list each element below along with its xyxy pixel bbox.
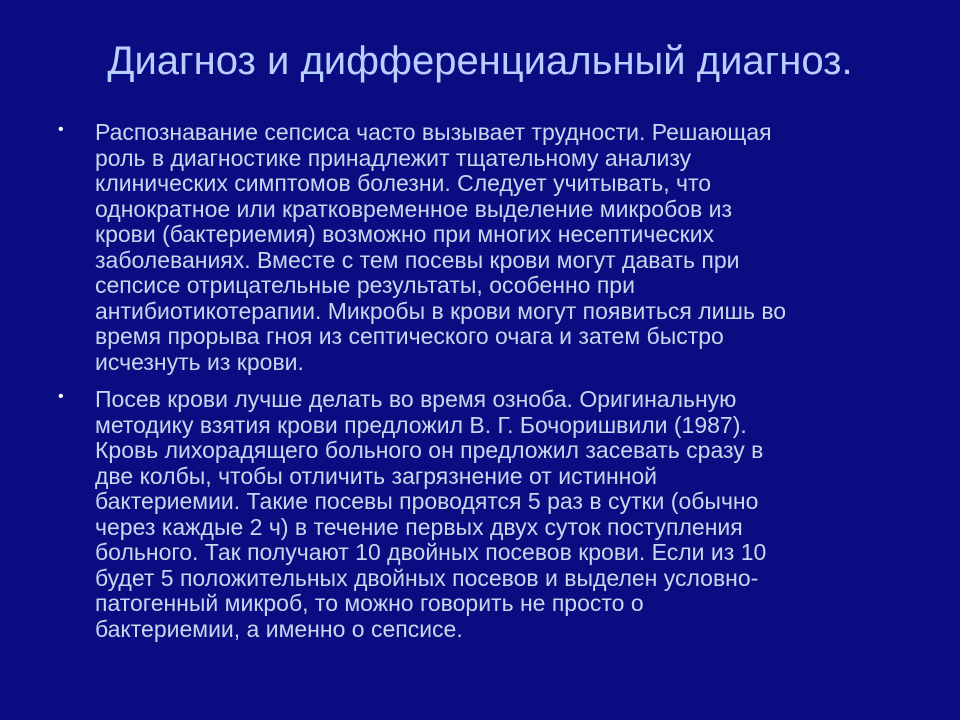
bullet-2-line-1: Посев крови лучше делать во время озноба. Оригинальную (95, 386, 737, 412)
bullet-1-line-8: антибиотикотерапии. Микробы в крови могут появиться лишь во (95, 297, 787, 324)
bullet-1-line-5: крови (бактериемия) возможно при многих несептических (95, 221, 715, 247)
bullet-1-line-6: заболеваниях. Вместе с тем посевы крови могут давать при (95, 246, 740, 273)
bullet-1-line-7: сепсисе отрицательные результаты, особенно при (95, 272, 635, 298)
bullet-icon: • (58, 121, 64, 138)
bullet-1-line-9: время прорыва гноя из септического очага и затем быстро (95, 323, 724, 349)
bullet-1-line-2: роль в диагностике принадлежит тщательному анализу (95, 144, 692, 171)
bullet-1-line-3: клинических симптомов болезни. Следует учитывать, что (95, 170, 712, 196)
bullet-icon: • (58, 388, 64, 405)
bullet-1-line-4: однократное или кратковременное выделение микробов из (95, 195, 733, 222)
bullet-2-line-4: две колбы, чтобы отличить загрязнение от истинной (95, 462, 658, 489)
bullet-1-line-10: исчезнуть из крови. (95, 348, 304, 375)
slide-title: Диагноз и дифференциальный диагноз. (107, 39, 853, 83)
bullet-2-line-2: методику взятия крови предложил В. Г. Бочоришвили (1987). (95, 411, 747, 438)
bullet-2-line-8: будет 5 положительных двойных посевов и выделен условно- (95, 564, 759, 591)
bullet-2-line-9: патогенный микроб, то можно говорить не просто о (95, 590, 644, 616)
bullet-2-line-10: бактериемии, а именно о сепсисе. (95, 615, 463, 642)
bullet-list (58, 120, 938, 654)
bullet-2-line-7: больного. Так получают 10 двойных посевов крови. Если из 10 (95, 539, 767, 565)
bullet-item-2 (58, 387, 938, 642)
bullet-2-line-3: Кровь лихорадящего больного он предложил засевать сразу в (95, 437, 764, 463)
bullet-item-1 (58, 120, 938, 375)
bullet-1-line-1: Распознавание сепсиса часто вызывает трудности. Решающая (95, 119, 772, 145)
bullet-2-line-6: через каждые 2 ч) в течение первых двух суток поступления (95, 513, 743, 540)
bullet-2-line-5: бактериемии. Такие посевы проводятся 5 раз в сутки (обычно (95, 488, 759, 514)
